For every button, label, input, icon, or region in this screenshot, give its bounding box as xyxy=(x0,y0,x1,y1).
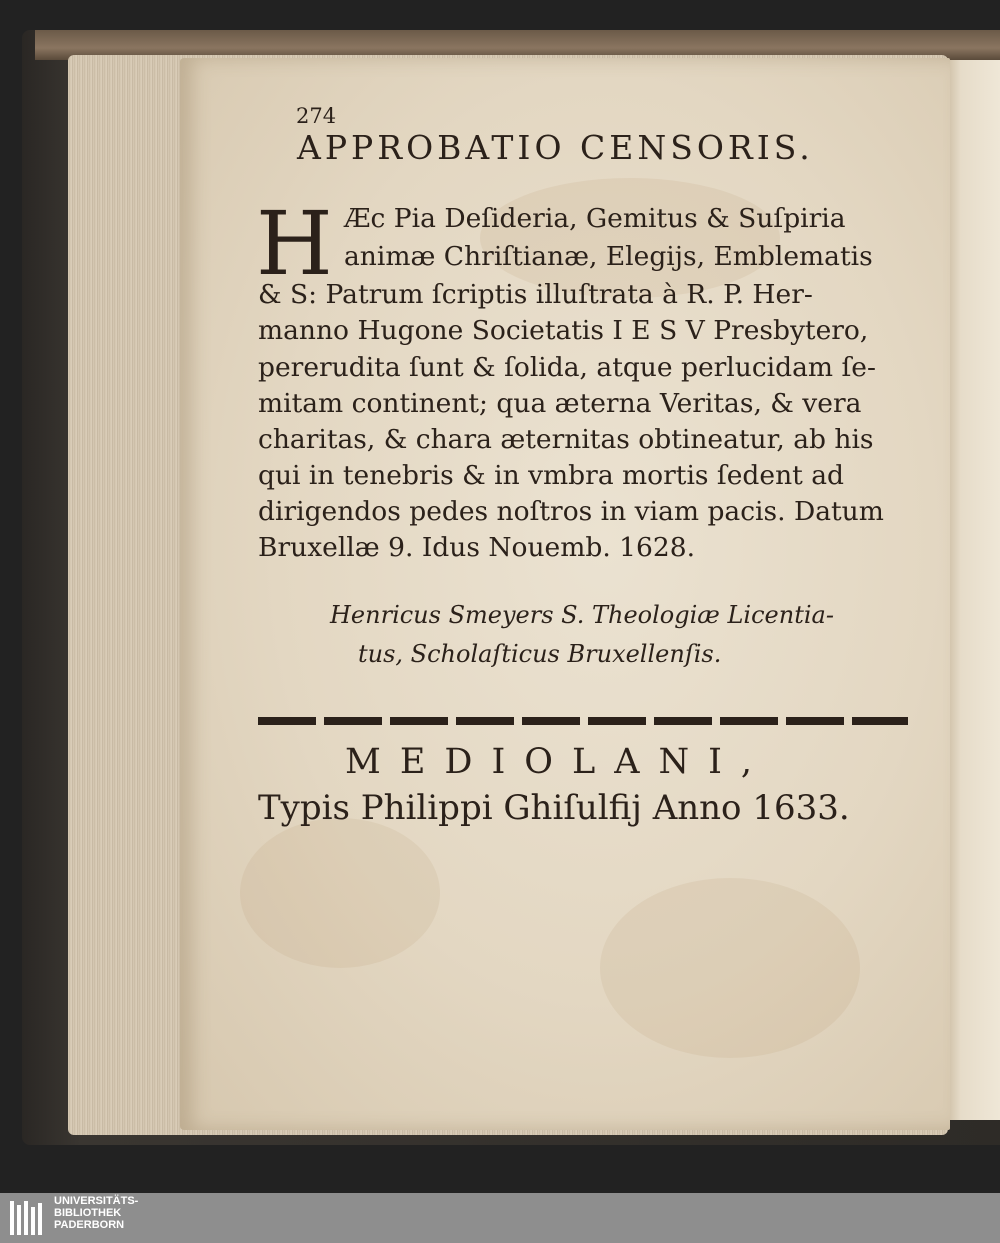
library-name-line: UNIVERSITÄTS- xyxy=(54,1195,139,1207)
library-name-line: BIBLIOTHEK xyxy=(54,1207,122,1219)
paper-stain xyxy=(600,878,860,1058)
library-logo-icon xyxy=(6,1197,48,1239)
imprint-printer: Typis Philippi Ghiſulfij Anno 1633. xyxy=(258,788,850,828)
body-line: manno Hugone Societatis I E S V Presbytero, xyxy=(258,315,869,346)
signature-line: Henricus Smeyers S. Theologiæ Licentia- xyxy=(330,601,834,629)
decorative-rule xyxy=(258,717,908,725)
library-name-line: PADERBORN xyxy=(54,1219,125,1231)
page-heading: APPROBATIO CENSORIS. xyxy=(297,128,814,167)
body-line: Bruxellæ 9. Idus Nouemb. 1628. xyxy=(258,532,696,563)
body-line: pereruditа ſunt & ſolida, atque perlucidam ſe- xyxy=(258,352,876,383)
body-line: dirigendos pedes noſtros in viam pacis. Datum xyxy=(258,496,884,527)
imprint-place: MEDIOLANI, xyxy=(345,742,772,782)
body-line: & S: Patrum ſcriptis illuſtrata à R. P. Her- xyxy=(258,279,813,310)
body-line: Æc Pia Deſideria, Gemitus & Suſpiria xyxy=(344,203,846,234)
body-line: animæ Chriſtianæ, Elegijs, Emblematis xyxy=(344,241,873,272)
body-line: qui in tenebris & in vmbra mortis ſedent ad xyxy=(258,460,844,491)
drop-capital: H xyxy=(256,192,333,295)
paper-stain xyxy=(240,818,440,968)
body-line: mitam continent; qua æterna Veritas, & vera xyxy=(258,388,862,419)
footer-bar xyxy=(0,1193,1000,1243)
signature-line: tus, Scholaſticus Bruxellenſis. xyxy=(358,640,722,668)
library-name xyxy=(54,1195,138,1231)
page-number: 274 xyxy=(296,104,337,128)
facing-page-edge xyxy=(944,60,1000,1120)
body-line: charitas, & chara æternitas obtineatur, ab his xyxy=(258,424,874,455)
